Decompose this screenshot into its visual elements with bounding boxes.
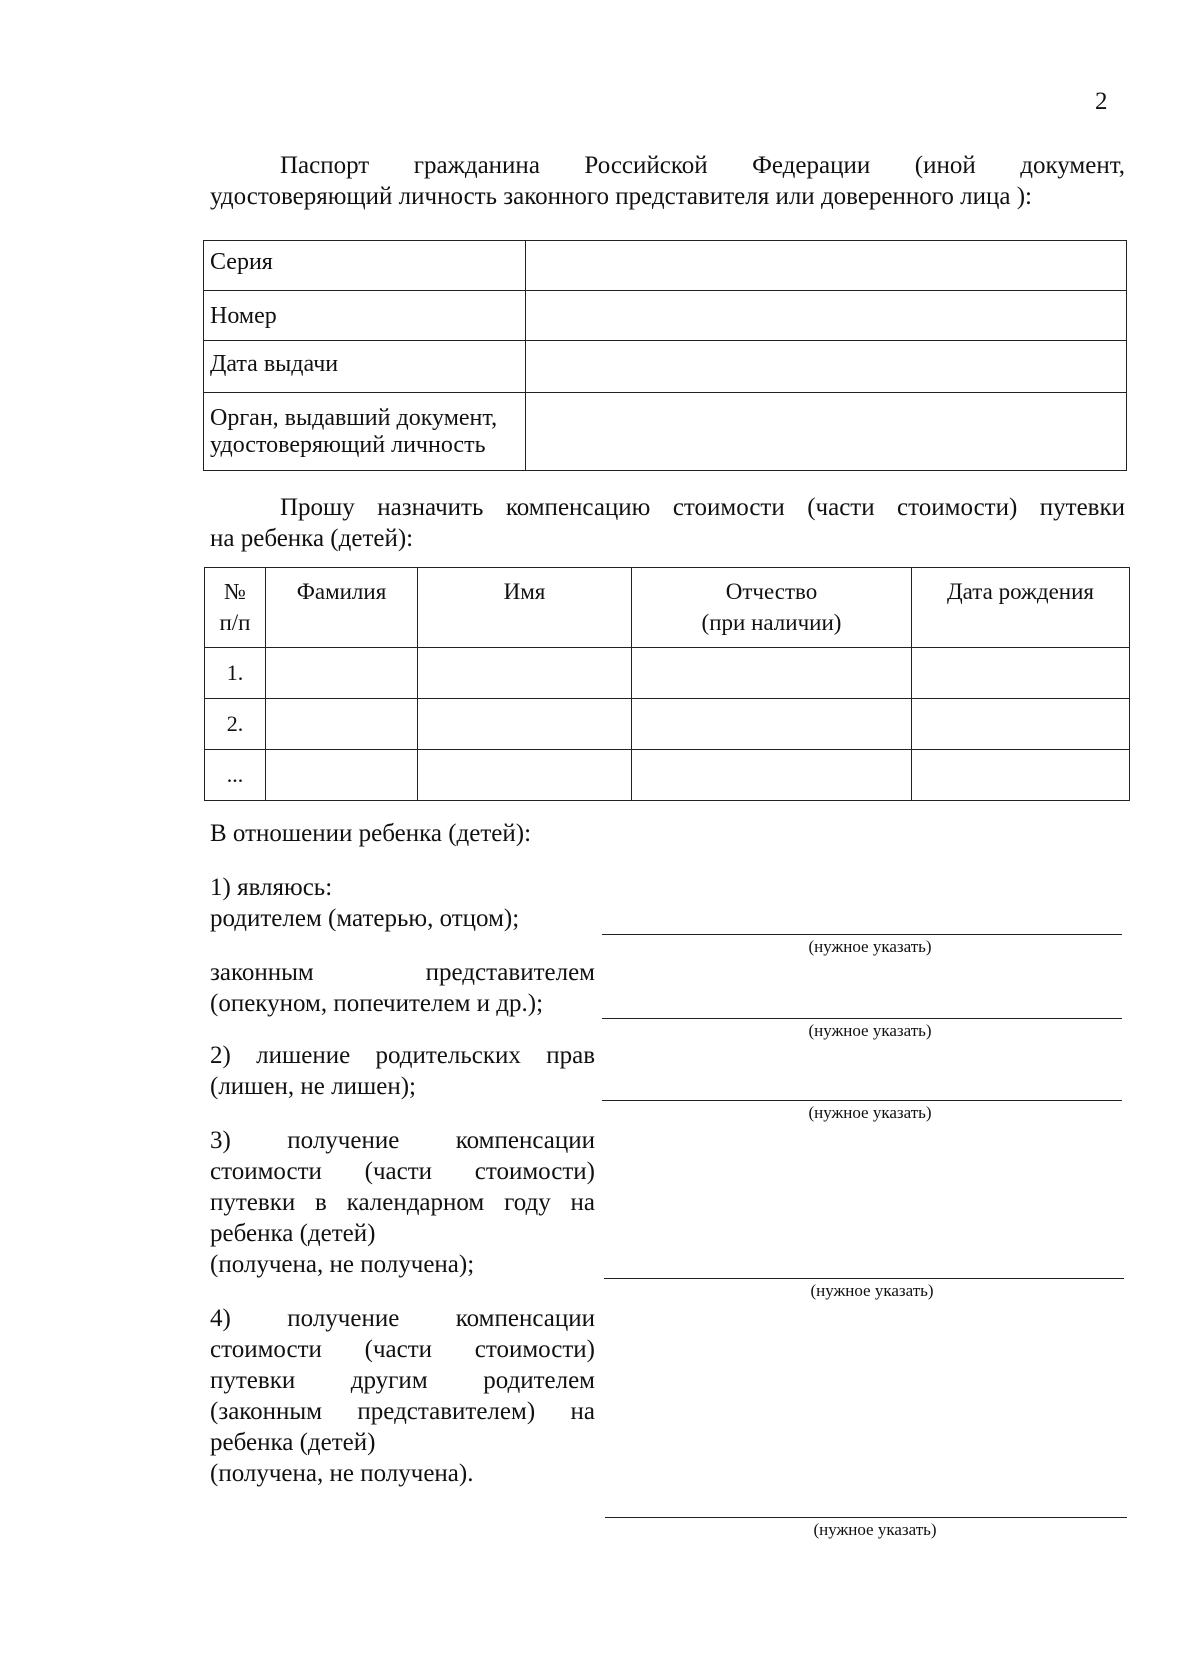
- row-number: 1.: [205, 648, 266, 699]
- name-cell[interactable]: [418, 648, 632, 699]
- hint-other-parent: (нужное указать): [813, 1520, 937, 1539]
- passport-series-label: Серия: [204, 241, 526, 291]
- birth-date-cell[interactable]: [912, 750, 1130, 801]
- passport-intro-line1: Паспорт гражданина Российской Федерации (иной документ,: [280, 152, 1125, 179]
- status-4-line4: (законным представителем) на: [210, 1398, 595, 1425]
- status-4-line3: путевки другим родителем: [210, 1367, 595, 1394]
- status-3-line5: (получена, не получена);: [210, 1251, 475, 1278]
- passport-series-value[interactable]: [526, 241, 1127, 291]
- passport-table: [203, 240, 1127, 471]
- passport-issue-date-value[interactable]: [526, 341, 1127, 393]
- request-line2: на ребенка (детей):: [210, 525, 414, 552]
- answer-line-other-parent[interactable]: [605, 1517, 1127, 1518]
- birth-date-cell[interactable]: [912, 648, 1130, 699]
- status-4-line1: 4) получение компенсации: [210, 1305, 595, 1332]
- row-number: 2.: [205, 699, 266, 750]
- patronymic-cell[interactable]: [632, 750, 912, 801]
- surname-cell[interactable]: [266, 750, 418, 801]
- passport-issuer-label-line2: удостоверяющий личность: [210, 432, 486, 458]
- passport-row-issue-date: [204, 341, 1127, 393]
- status-4-line5: ребенка (детей): [210, 1429, 376, 1456]
- status-3-line1: 3) получение компенсации: [210, 1127, 595, 1154]
- name-cell[interactable]: [418, 750, 632, 801]
- passport-issuer-label-line1: Орган, выдавший документ,: [210, 405, 498, 431]
- status-2-line2: (лишен, не лишен);: [210, 1073, 416, 1100]
- status-4-line6: (получена, не получена).: [210, 1460, 474, 1487]
- header-num-line1: №: [224, 579, 246, 604]
- header-patronymic-line2: (при наличии): [701, 610, 842, 635]
- status-4: [210, 1303, 595, 1489]
- passport-row-series: [204, 241, 1127, 291]
- passport-number-label: Номер: [204, 291, 526, 341]
- passport-row-number: [204, 291, 1127, 341]
- status-2-line1: 2) лишение родительских прав: [210, 1042, 595, 1069]
- patronymic-cell[interactable]: [632, 648, 912, 699]
- relation-heading: В отношении ребенка (детей):: [210, 820, 532, 847]
- header-patronymic-line1: Отчество: [725, 579, 818, 604]
- page-number: 2: [1095, 88, 1108, 115]
- request-line1: Прошу назначить компенсацию стоимости (части стоимости) путевки: [280, 494, 1125, 521]
- status-1-title: 1) являюсь:: [210, 874, 333, 901]
- status-3-line3: путевки в календарном году на: [210, 1189, 595, 1216]
- patronymic-cell[interactable]: [632, 699, 912, 750]
- row-number: ...: [205, 750, 266, 801]
- status-3-line4: ребенка (детей): [210, 1220, 376, 1247]
- passport-intro: [210, 150, 1125, 212]
- surname-cell[interactable]: [266, 648, 418, 699]
- status-2: [210, 1040, 595, 1102]
- passport-issue-date-label: Дата выдачи: [204, 341, 526, 393]
- request-paragraph: [210, 492, 1125, 554]
- status-1-parent: родителем (матерью, отцом);: [210, 905, 520, 932]
- surname-cell[interactable]: [266, 699, 418, 750]
- answer-line-parent[interactable]: [602, 934, 1122, 935]
- name-cell[interactable]: [418, 699, 632, 750]
- hint-deprivation: (нужное указать): [808, 1103, 932, 1122]
- answer-line-legal[interactable]: [602, 1018, 1122, 1019]
- passport-number-value[interactable]: [526, 291, 1127, 341]
- table-row: [205, 699, 1130, 750]
- status-1-legal-line2: (опекуном, попечителем и др.);: [210, 990, 544, 1017]
- table-row: [205, 750, 1130, 801]
- birth-date-cell[interactable]: [912, 699, 1130, 750]
- answer-line-this-year[interactable]: [604, 1278, 1124, 1279]
- header-surname: Фамилия: [266, 568, 418, 648]
- answer-line-deprivation[interactable]: [602, 1100, 1122, 1101]
- header-patronymic: [632, 568, 912, 648]
- hint-legal: (нужное указать): [808, 1021, 932, 1040]
- passport-row-issuer: [204, 393, 1127, 471]
- passport-intro-line2: удостоверяющий личность законного представителя или доверенного лица ):: [210, 183, 1032, 210]
- status-1-legal-line1: законным представителем: [210, 959, 595, 986]
- table-row: [205, 648, 1130, 699]
- header-num: [205, 568, 266, 648]
- status-3: [210, 1125, 595, 1280]
- header-birth-date: Дата рождения: [912, 568, 1130, 648]
- status-3-line2: стоимости (части стоимости): [210, 1158, 595, 1185]
- children-header-row: [205, 568, 1130, 648]
- children-table: [204, 567, 1130, 801]
- hint-parent: (нужное указать): [808, 937, 932, 956]
- header-name: Имя: [418, 568, 632, 648]
- passport-issuer-label: [204, 393, 526, 471]
- status-1-legal: [210, 957, 595, 1019]
- passport-issuer-value[interactable]: [526, 393, 1127, 471]
- status-4-line2: стоимости (части стоимости): [210, 1336, 595, 1363]
- header-num-line2: п/п: [219, 610, 251, 635]
- hint-this-year: (нужное указать): [810, 1281, 934, 1300]
